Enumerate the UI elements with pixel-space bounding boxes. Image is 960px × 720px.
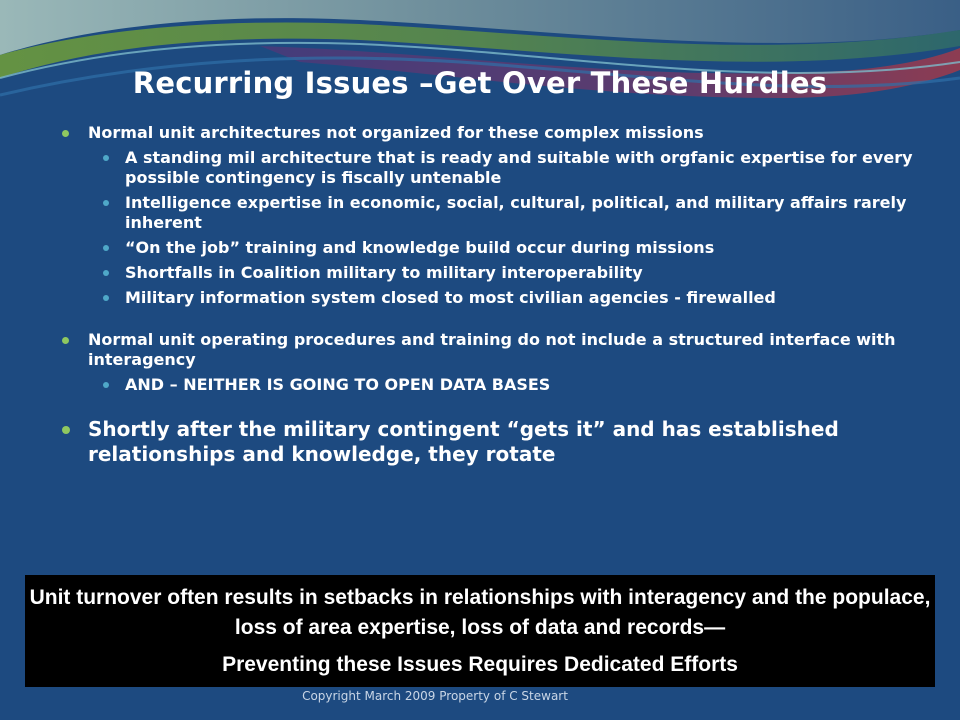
- bullet-list: [60, 123, 955, 467]
- bullet-item: [60, 417, 955, 467]
- bullet-item: [60, 330, 955, 370]
- sub-bullet-dot-icon: [103, 382, 109, 388]
- sub-bullet-text: Military information system closed to most civilian agencies - firewalled: [125, 288, 776, 307]
- decorative-wave-banner: [0, 0, 960, 120]
- sub-bullet-dot-icon: [103, 270, 109, 276]
- bullet-dot-icon: [62, 426, 70, 434]
- sub-bullet-text: Shortfalls in Coalition military to military interoperability: [125, 263, 643, 282]
- bullet-dot-icon: [62, 130, 69, 137]
- sub-bullet-text: A standing mil architecture that is ready and suitable with orgfanic expertise for every possible contingency is fiscally untenable: [125, 148, 913, 187]
- callout-text: Unit turnover often results in setbacks in relationships with interagency and the populace, loss of area expertise, loss of data and records—: [29, 586, 931, 639]
- sub-bullet-dot-icon: [103, 200, 109, 206]
- sub-bullet-text: Intelligence expertise in economic, social, cultural, political, and military affairs rarely inherent: [125, 193, 907, 232]
- sub-bullet-dot-icon: [103, 155, 109, 161]
- callout-emphasis: Preventing these Issues Requires Dedicated Efforts: [222, 653, 738, 676]
- spacer: [60, 395, 955, 417]
- sub-bullet-item: [60, 375, 955, 395]
- bullet-text: Normal unit operating procedures and training do not include a structured interface with interagency: [88, 330, 896, 369]
- sub-bullet-text: “On the job” training and knowledge build occur during missions: [125, 238, 715, 257]
- sub-bullet-item: [60, 263, 955, 283]
- slide-title: Recurring Issues –Get Over These Hurdles: [132, 66, 828, 100]
- sub-bullet-text: AND – NEITHER IS GOING TO OPEN DATA BASES: [125, 375, 551, 394]
- bullet-item: [60, 123, 955, 143]
- copyright-footer: Copyright March 2009 Property of C Stewart: [302, 689, 568, 703]
- sub-bullet-item: [60, 238, 955, 258]
- sub-bullet-item: [60, 193, 955, 233]
- sub-bullet-item: [60, 288, 955, 308]
- bullet-text: Shortly after the military contingent “gets it” and has established relationships and knowledge, they rotate: [88, 417, 839, 466]
- sub-bullet-item: [60, 148, 955, 188]
- spacer: [60, 308, 955, 330]
- callout-box: [25, 575, 935, 687]
- bullet-dot-icon: [62, 337, 69, 344]
- sub-bullet-dot-icon: [103, 295, 109, 301]
- sub-bullet-dot-icon: [103, 245, 109, 251]
- bullet-text: Normal unit architectures not organized for these complex missions: [88, 123, 704, 142]
